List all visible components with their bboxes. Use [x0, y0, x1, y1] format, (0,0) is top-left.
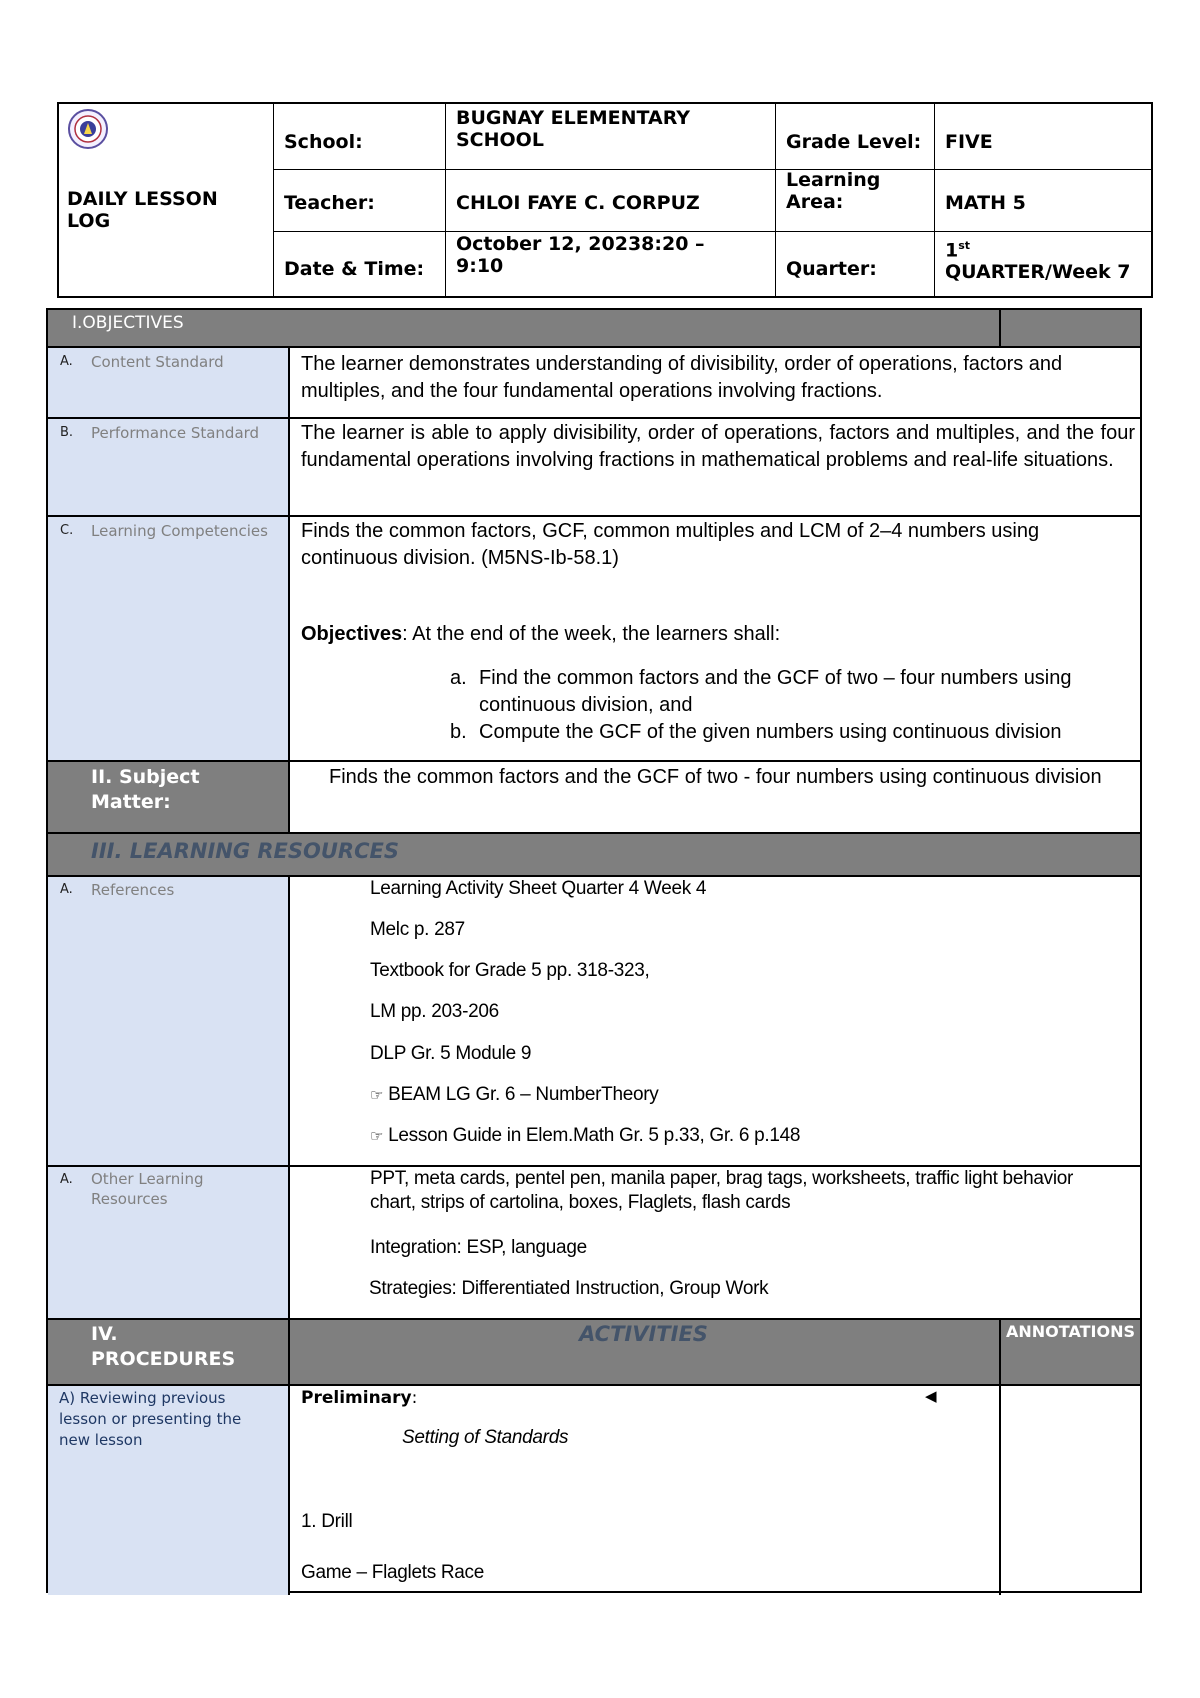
teacher-value: CHLOI FAYE C. CORPUZ	[456, 192, 700, 214]
objectives-heading-row	[48, 310, 1140, 348]
reference-item: Melc p. 287	[370, 919, 465, 940]
school-value: BUGNAY ELEMENTARY SCHOOL	[456, 107, 691, 151]
preliminary-label: Preliminary:	[301, 1388, 418, 1408]
lesson-log-header-table	[57, 102, 1153, 298]
content-standard-label: Content Standard	[91, 353, 224, 371]
performance-standard-row	[48, 419, 1140, 517]
annotations-cell	[999, 1386, 1001, 1595]
procedures-heading-row	[48, 1320, 1140, 1386]
strategies-text: Strategies: Differentiated Instruction, Group Work	[369, 1278, 769, 1299]
setting-of-standards: Setting of Standards	[402, 1427, 569, 1448]
references-letter: A.	[60, 882, 73, 897]
references-row	[48, 877, 1140, 1167]
pointing-hand-icon: ☞	[370, 1087, 384, 1104]
objectives-heading: I.OBJECTIVES	[72, 313, 184, 333]
reviewing-lesson-row	[48, 1386, 1140, 1595]
performance-standard-letter: B.	[60, 425, 74, 440]
deped-seal-icon	[67, 108, 109, 150]
references-label: References	[91, 881, 175, 899]
reference-item: Textbook for Grade 5 pp. 318-323,	[370, 960, 650, 981]
learning-competencies-letter: C.	[60, 523, 74, 538]
pointing-hand-icon: ☞	[370, 1128, 384, 1145]
subject-matter-text: Finds the common factors and the GCF of two - four numbers using continuous division	[329, 766, 1102, 788]
integration-text: Integration: ESP, language	[370, 1237, 587, 1258]
subject-matter-label: II. Subject Matter:	[91, 766, 200, 813]
quarter-label: Quarter:	[786, 258, 877, 280]
learning-competencies-row	[48, 517, 1140, 762]
performance-standard-label: Performance Standard	[91, 424, 260, 442]
learning-area-value: MATH 5	[945, 192, 1026, 214]
reference-item: ☞ Lesson Guide in Elem.Math Gr. 5 p.33, Gr. 6 p.148	[370, 1125, 801, 1146]
reviewing-lesson-label: A) Reviewing previous lesson or presenting the new lesson	[59, 1389, 242, 1449]
activities-heading: ACTIVITIES	[579, 1322, 708, 1346]
objective-a-text: Find the common factors and the GCF of two – four numbers using continuous division, and	[479, 667, 1072, 716]
page-title: DAILY LESSON LOG	[67, 188, 218, 232]
quarter-value: 1st QUARTER/Week 7	[945, 239, 1131, 284]
subject-matter-row	[48, 762, 1140, 834]
other-resources-row	[48, 1167, 1140, 1320]
game-text: Game – Flaglets Race	[301, 1562, 485, 1583]
learning-area-label: Learning Area:	[786, 169, 881, 213]
objectives-intro: Objectives: At the end of the week, the learners shall:	[301, 623, 781, 645]
date-time-value: October 12, 20238:20 – 9:10	[456, 233, 705, 277]
learning-competencies-label: Learning Competencies	[91, 522, 268, 540]
flag-icon: ◀	[925, 1387, 937, 1405]
procedures-label: IV. PROCEDURES	[91, 1323, 236, 1370]
content-standard-row	[48, 348, 1140, 419]
drill-text: 1. Drill	[301, 1511, 353, 1532]
reference-item: ☞ BEAM LG Gr. 6 – NumberTheory	[370, 1084, 659, 1105]
learning-competencies-text: Finds the common factors, GCF, common multiples and LCM of 2–4 numbers using continuous division. (M5NS-Ib-58.1)	[301, 520, 1040, 569]
other-resources-label: Other Learning Resources	[91, 1170, 204, 1208]
annotations-heading: ANNOTATIONS	[1006, 1322, 1135, 1341]
reference-item: LM pp. 203-206	[370, 1001, 499, 1022]
learning-resources-heading: III. LEARNING RESOURCES	[91, 839, 399, 863]
performance-standard-text: The learner is able to apply divisibility, order of operations, factors and multiples, and the four fundamental operations involving fractions in mathematical problems and real-life situations.	[301, 422, 1135, 471]
grade-level-label: Grade Level:	[786, 131, 922, 153]
date-time-label: Date & Time:	[284, 258, 425, 280]
content-standard-text: The learner demonstrates understanding of divisibility, order of operations, factors and multiples, and the four fundamental operations involving fractions.	[301, 353, 1063, 402]
objective-b-text: Compute the GCF of the given numbers using continuous division	[479, 721, 1062, 743]
school-label: School:	[284, 131, 363, 153]
teacher-label: Teacher:	[284, 192, 375, 214]
reference-item: DLP Gr. 5 Module 9	[370, 1043, 532, 1064]
content-standard-letter: A.	[60, 354, 73, 369]
reference-item: Learning Activity Sheet Quarter 4 Week 4	[370, 878, 707, 899]
objective-a-marker: a.	[450, 667, 467, 689]
other-resources-letter: A.	[60, 1172, 73, 1187]
other-materials-text: PPT, meta cards, pentel pen, manila paper, brag tags, worksheets, traffic light behavior chart, strips of cartolina, boxes, Flaglets, flash cards	[370, 1168, 1074, 1213]
grade-level-value: FIVE	[945, 131, 993, 153]
lesson-plan-table	[46, 308, 1142, 1593]
objective-b-marker: b.	[450, 721, 467, 743]
learning-resources-heading-row	[48, 834, 1140, 877]
